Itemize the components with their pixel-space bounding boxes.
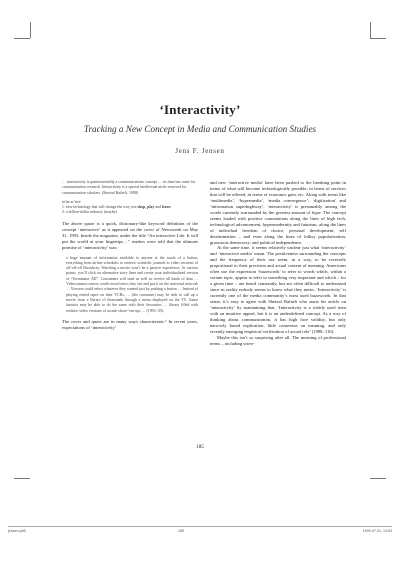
footer-page: 185 <box>178 529 184 533</box>
footer-filename: jensen.p65 <box>8 529 26 533</box>
crop-mark <box>14 478 30 479</box>
footer-timestamp: 1999-07-01, 13:53 <box>362 529 392 533</box>
body-paragraph: Maybe this isn’t so surprising after all. The meaning of professional terms – including scien- <box>210 334 346 346</box>
definition-1-bold-2: learn <box>161 205 171 210</box>
epigraph-quote: … interactivity is quintessentially a communications concept … its time has come for communication research. Interactivity is a special intellectual niche reserved for communication scholars. (Sheizaf Rafaeli, 1988) <box>62 180 196 195</box>
right-column <box>210 180 346 347</box>
body-paragraph: and new ‘interactive media’ have been pushed to the breaking point in terms of what will become technologically possible, in terms of services that will be offered, in terms of economic gain, etc. Along with terms like ‘multimedia’, ‘hypermedia’, ‘media convergence’, ‘digitization’ and ‘information superhighway’, ‘interactivity’ is presumably among the words currently surrounded by the greatest amount of hype. The concept seems loaded with positive connotations along the lines of high tech, technological advancement, hypermodernity and futurism, along the lines of individual freedom of choice, personal development, self determination – and even along the lines of folksy popularization, grassroots democracy, and political independence. <box>210 180 346 245</box>
print-footer <box>8 526 392 533</box>
left-column <box>62 180 198 331</box>
page-number: 185 <box>196 444 204 450</box>
epigraph <box>62 180 198 216</box>
crop-mark <box>370 478 386 479</box>
author-name: Jens F. Jensen <box>175 148 225 155</box>
definition-2: 2. a billion-dollar industry (maybe) <box>62 210 117 215</box>
crop-mark <box>14 38 30 39</box>
body-paragraph: At the same time, it seems relatively unclear just what ‘interactivity’ and ‘interactive media’ mean. The positiveness surrounding the concepts and the frequency of their use seem, in a way, to be reversely proportional to their precision and actual content of meaning. Americans often use the expression ‘buzzwords’ to refer to words which, within a certain topic, appear to refer to something very important and which – for a given time – are heard constantly, but are often difficult to understand since in reality nobody seems to know what they mean. ‘Interactivity’ is currently one of the media community’s most used buzzwords. In that sense, it’s easy to agree with Sheizaf Rafaeli who starts his article on ‘interactivity’ by maintaining that, ‘Interactivity is a widely used term with an intuitive appeal, but it is an underdefined concept. As a way of thinking about communication, it has high face validity, but only narrowly based explication, little consensus on meaning, and only recently emerging empirical verification of actual role’ (1988: 110). <box>210 245 346 334</box>
dictionary-headword: in'ter.ac'tive <box>62 199 81 204</box>
crop-mark <box>370 38 386 39</box>
body-paragraph: The above quote is a quick, dictionary-like keyword definition of the concept ‘interactive’ as it appeared on the cover of Newsweek on May 31, 1993. Inside the magazine, under the title “An interactive Life. It will put the world at your fingertips…” readers were told that the ultimate promise of ‘interactivity’ was: <box>62 220 198 250</box>
block-quote: a huge amount of information available to anyone at the touch of a button, everything from airline schedules to esoteric scientific journals to video versions of off-off-off Broadway. Watching a movie won’t be a passive experience. At various points, you’ll click on alternative story lines and create your individualized version of “Terminator XII”. Consumers will send as well as receive all kinds of data … Videocamera owners could record news they see and put it on the universal network … Viewers could select whatever they wanted just by pushing a button … Instead of playing rented tapes on their VCRs, … (the consumer) may be able to call up a movie from a library of thousands through a menu displayed on the TV. Game fanatics may be able to do the same with their favourites … library filled with realistic video versions of arcade shoot-‘em-ups … (1993: 39). <box>66 255 198 313</box>
article-title: ‘Interactivity’ <box>159 102 241 117</box>
crop-mark <box>30 22 31 38</box>
definition-1-and: and <box>154 205 162 210</box>
crop-mark <box>370 22 371 38</box>
article-subtitle: Tracking a New Concept in Media and Communication Studies <box>83 124 317 134</box>
definition-1-text: 1. new technology that will change the way you <box>62 205 138 210</box>
definition-1-bold: shop, play <box>137 205 155 210</box>
body-paragraph: The cover and quote are in many ways characteristic.¹ In recent years, expectations of ‘interactivity’ <box>62 318 198 330</box>
